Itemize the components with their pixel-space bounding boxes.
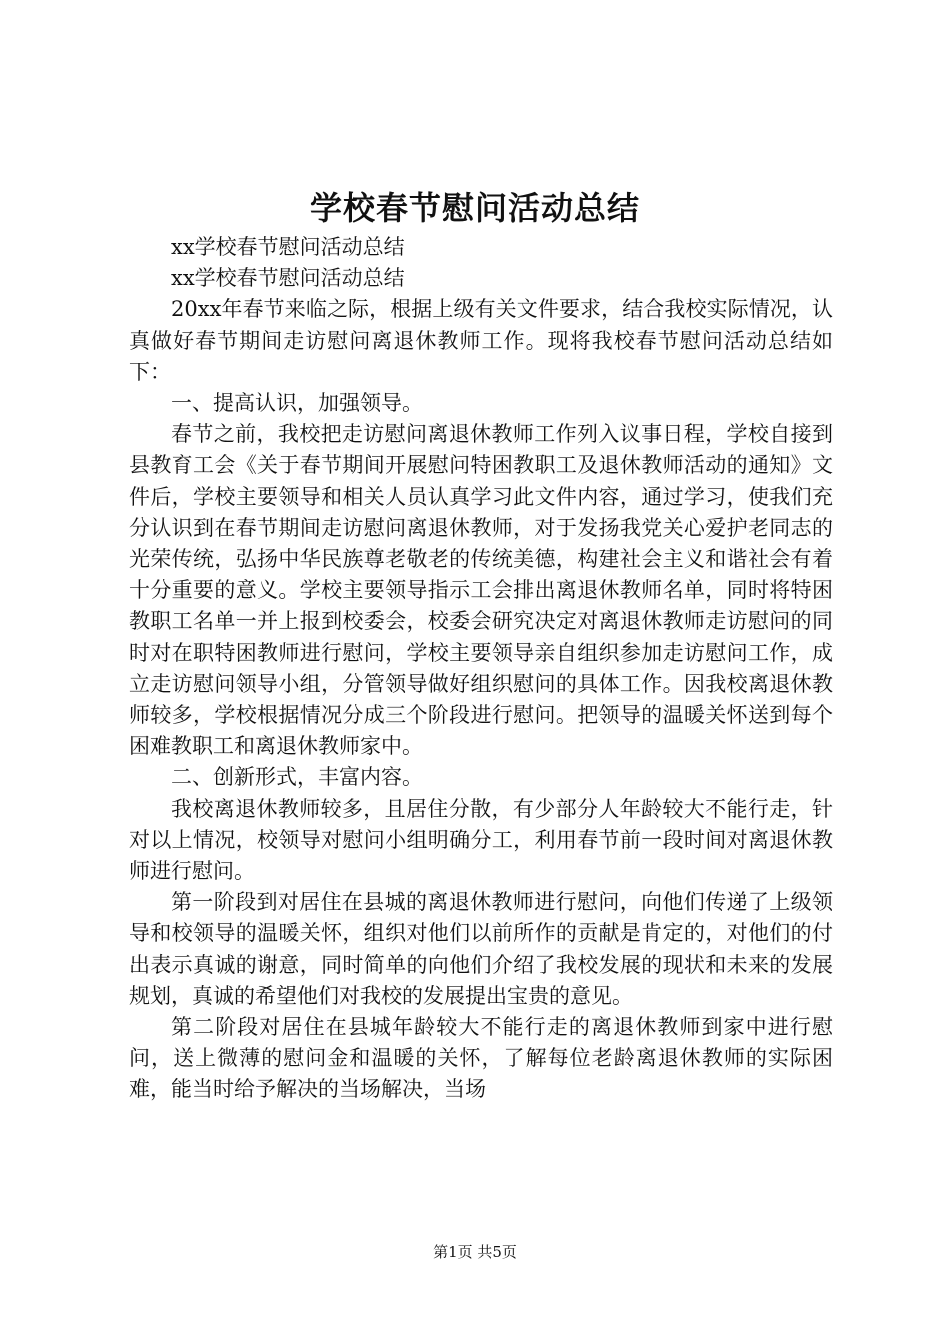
section-heading-1: 一、提高认识，加强领导。 (171, 391, 423, 416)
document-title: 学校春节慰问活动总结 (309, 189, 640, 227)
paragraph-subtitle-1: xx学校春节慰问活动总结 (171, 235, 405, 259)
paragraph-stage-1: 第一阶段到对居住在县城的离退休教师进行慰问，向他们传递了上级领导和校领导的温暖关怀，组织对他们以前所作的贡献是肯定的，对他们的付出表示真诚的谢意，同时简单的向他们介绍了我校发展的现状和未来的发展规划，真诚的希望他们对我校的发展提出宝贵的意见。 (129, 890, 833, 1008)
paragraph-subtitle-2: xx学校春节慰问活动总结 (171, 266, 405, 291)
page-footer: 第1页 共5页 (433, 1243, 517, 1261)
paragraph-stage-2: 第二阶段对居住在县城年龄较大不能行走的离退休教师到家中进行慰问，送上微薄的慰问金和温暖的关怀，了解每位老龄离退休教师的实际困难，能当时给予解决的当场解决，当场 (129, 1015, 833, 1102)
document-body (129, 232, 833, 1106)
paragraph-section-1: 春节之前，我校把走访慰问离退休教师工作列入议事日程，学校自接到县教育工会《关于春节期间开展慰问特困教职工及退休教师活动的通知》文件后，学校主要领导和相关人员认真学习此文件内容，通过学习，使我们充分认识到在春节期间走访慰问离退休教师，对于发扬我党关心爱护老同志的光荣传统，弘扬中华民族尊老敬老的传统美德，构建社会主义和谐社会有着十分重要的意义。学校主要领导指示工会排出离退休教师名单，同时将特困教职工名单一并上报到校委会，校委会研究决定对离退休教师走访慰问的同时对在职特困教师进行慰问，学校主要领导亲自组织参加走访慰问工作，成立走访慰问领导小组，分管领导做好组织慰问的具体工作。因我校离退休教师较多，学校根据情况分成三个阶段进行慰问。把领导的温暖关怀送到每个困难教职工和离退休教师家中。 (129, 422, 833, 759)
paragraph-intro: 20xx年春节来临之际，根据上级有关文件要求，结合我校实际情况，认真做好春节期间走访慰问离退休教师工作。现将我校春节慰问活动总结如下： (129, 297, 833, 384)
section-heading-2: 二、创新形式，丰富内容。 (171, 765, 423, 790)
paragraph-section-2: 我校离退休教师较多，且居住分散，有少部分人年龄较大不能行走，针对以上情况，校领导对慰问小组明确分工，利用春节前一段时间对离退休教师进行慰问。 (129, 796, 833, 884)
